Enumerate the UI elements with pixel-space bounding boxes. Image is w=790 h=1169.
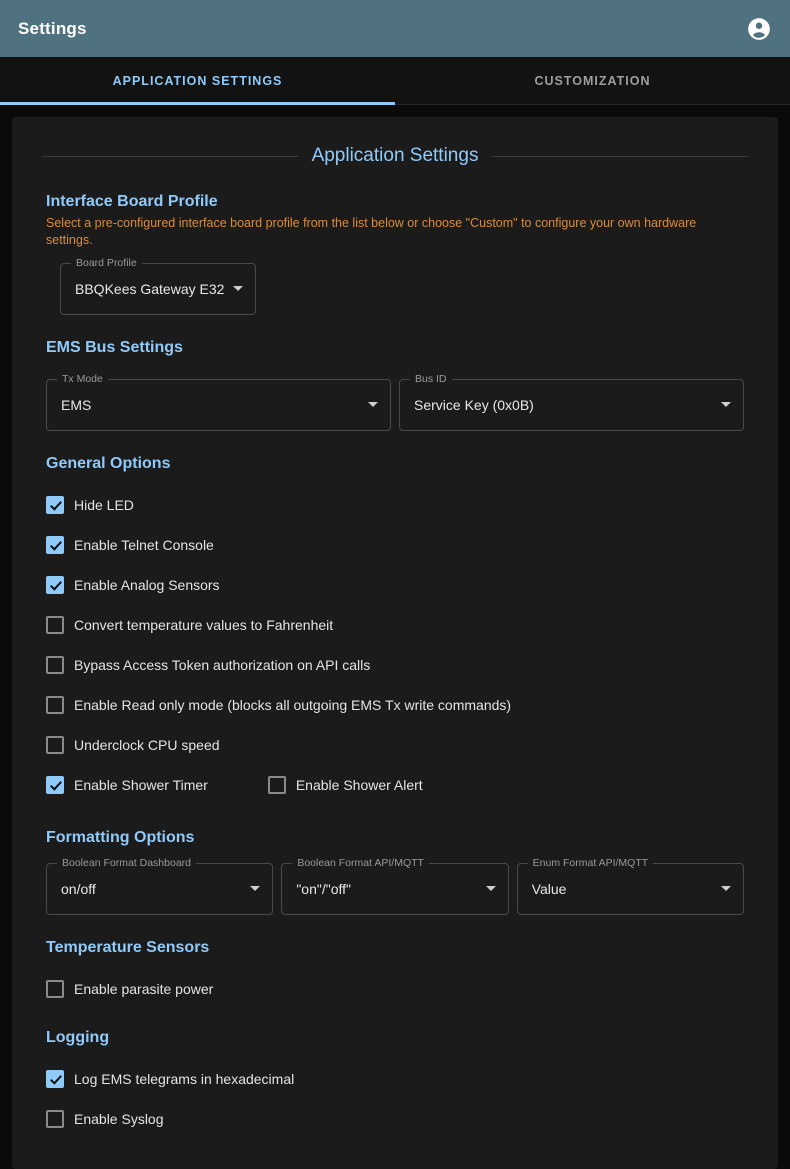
checkbox-underclock-cpu-speed-box[interactable] bbox=[46, 736, 64, 754]
bus-id-value: Service Key (0x0B) bbox=[414, 396, 534, 413]
section-general-options bbox=[30, 455, 760, 805]
section-logging bbox=[30, 1029, 760, 1139]
checkbox-enable-syslog-box[interactable] bbox=[46, 1110, 64, 1128]
checkbox-row-bypass-token[interactable] bbox=[46, 645, 744, 685]
checkbox-hide-led-box[interactable] bbox=[46, 496, 64, 514]
tab-application-settings-label: APPLICATION SETTINGS bbox=[112, 73, 283, 88]
tx-mode-select[interactable] bbox=[46, 372, 391, 431]
title-divider-left bbox=[42, 156, 298, 157]
bus-id-legend: Bus ID bbox=[410, 373, 452, 385]
checkbox-hide-led-label: Hide LED bbox=[74, 496, 134, 513]
checkbox-row-telnet-console[interactable] bbox=[46, 525, 744, 565]
chevron-down-icon bbox=[233, 286, 243, 291]
title-divider-right bbox=[492, 156, 748, 157]
section-interface-board-description: Select a pre-configured interface board profile from the list below or choose "Custom" to configure your own hardware settings. bbox=[46, 216, 697, 247]
checkbox-enable-analog-sensors-label: Enable Analog Sensors bbox=[74, 576, 220, 593]
checkbox-enable-telnet-console[interactable] bbox=[46, 536, 214, 554]
checkbox-enable-parasite-power[interactable] bbox=[46, 980, 213, 998]
checkbox-convert-fahrenheit-label: Convert temperature values to Fahrenheit bbox=[74, 616, 334, 633]
checkbox-bypass-access-token[interactable] bbox=[46, 656, 370, 674]
section-temperature-sensors bbox=[30, 939, 760, 1009]
boolean-format-dashboard-value: on/off bbox=[61, 880, 96, 897]
checkbox-underclock-cpu-speed-label: Underclock CPU speed bbox=[74, 736, 220, 753]
checkbox-enable-shower-alert-box[interactable] bbox=[268, 776, 286, 794]
app-bar bbox=[0, 0, 790, 57]
checkbox-row-read-only-mode[interactable] bbox=[46, 685, 744, 725]
checkbox-enable-parasite-power-label: Enable parasite power bbox=[74, 980, 214, 997]
settings-card bbox=[12, 117, 778, 1169]
checkbox-row-hide-led[interactable] bbox=[46, 485, 744, 525]
checkbox-enable-read-only-mode[interactable] bbox=[46, 696, 511, 714]
tab-application-settings[interactable] bbox=[0, 57, 395, 104]
checkbox-enable-analog-sensors[interactable] bbox=[46, 576, 220, 594]
chevron-down-icon bbox=[721, 402, 731, 407]
page-title: Application Settings bbox=[311, 145, 479, 166]
temperature-sensors-list bbox=[46, 969, 744, 1009]
checkbox-row-enable-syslog[interactable] bbox=[46, 1099, 744, 1139]
checkbox-enable-syslog[interactable] bbox=[46, 1110, 164, 1128]
section-logging-title: Logging bbox=[46, 1028, 110, 1046]
board-profile-select[interactable] bbox=[60, 256, 256, 315]
checkbox-enable-shower-timer-label: Enable Shower Timer bbox=[74, 776, 208, 793]
boolean-format-api-select[interactable] bbox=[281, 856, 508, 915]
checkbox-convert-fahrenheit-box[interactable] bbox=[46, 616, 64, 634]
bus-id-select[interactable] bbox=[399, 372, 744, 431]
checkbox-log-ems-telegrams-hex-box[interactable] bbox=[46, 1070, 64, 1088]
checkbox-enable-shower-timer-box[interactable] bbox=[46, 776, 64, 794]
boolean-format-dashboard-select[interactable] bbox=[46, 856, 273, 915]
account-circle-icon[interactable] bbox=[746, 16, 772, 42]
chevron-down-icon bbox=[486, 886, 496, 891]
tx-mode-value: EMS bbox=[61, 396, 92, 413]
checkbox-enable-telnet-console-label: Enable Telnet Console bbox=[74, 536, 214, 553]
checkbox-row-underclock-cpu[interactable] bbox=[46, 725, 744, 765]
checkbox-enable-read-only-mode-label: Enable Read only mode (blocks all outgoing EMS Tx write commands) bbox=[74, 696, 512, 713]
section-formatting-options bbox=[30, 829, 760, 915]
board-profile-value: BBQKees Gateway E32 bbox=[75, 280, 225, 297]
checkbox-log-ems-telegrams-hex-label: Log EMS telegrams in hexadecimal bbox=[74, 1070, 295, 1087]
checkbox-enable-read-only-mode-box[interactable] bbox=[46, 696, 64, 714]
checkbox-row-parasite-power[interactable] bbox=[46, 969, 744, 1009]
checkbox-hide-led[interactable] bbox=[46, 496, 134, 514]
checkbox-convert-fahrenheit[interactable] bbox=[46, 616, 333, 634]
enum-format-api-value: Value bbox=[531, 880, 567, 897]
checkbox-enable-analog-sensors-box[interactable] bbox=[46, 576, 64, 594]
checkbox-enable-telnet-console-box[interactable] bbox=[46, 536, 64, 554]
enum-format-api-select[interactable] bbox=[517, 856, 744, 915]
checkbox-enable-parasite-power-box[interactable] bbox=[46, 980, 64, 998]
section-interface-board-title: Interface Board Profile bbox=[46, 193, 218, 210]
checkbox-underclock-cpu-speed[interactable] bbox=[46, 736, 220, 754]
formatting-fields-row bbox=[46, 856, 744, 915]
checkbox-bypass-access-token-box[interactable] bbox=[46, 656, 64, 674]
boolean-format-api-value: "on"/"off" bbox=[296, 880, 351, 897]
general-options-list bbox=[46, 485, 744, 805]
app-title: Settings bbox=[18, 18, 87, 38]
section-temperature-sensors-title: Temperature Sensors bbox=[46, 938, 210, 956]
checkbox-row-shower bbox=[46, 765, 744, 805]
boolean-format-dashboard-legend: Boolean Format Dashboard bbox=[57, 857, 196, 869]
tab-customization[interactable] bbox=[395, 57, 790, 104]
board-profile-legend: Board Profile bbox=[71, 257, 142, 269]
ems-bus-fields-row bbox=[46, 372, 744, 431]
section-ems-bus bbox=[30, 339, 760, 431]
tx-mode-legend: Tx Mode bbox=[57, 373, 108, 385]
checkbox-log-ems-telegrams-hex[interactable] bbox=[46, 1070, 294, 1088]
checkbox-enable-shower-timer[interactable] bbox=[46, 776, 208, 794]
chevron-down-icon bbox=[368, 402, 378, 407]
section-ems-bus-title: EMS Bus Settings bbox=[46, 338, 183, 356]
section-general-options-title: General Options bbox=[46, 454, 171, 472]
checkbox-enable-syslog-label: Enable Syslog bbox=[74, 1110, 164, 1127]
chevron-down-icon bbox=[721, 886, 731, 891]
enum-format-api-legend: Enum Format API/MQTT bbox=[528, 857, 654, 869]
chevron-down-icon bbox=[250, 886, 260, 891]
section-formatting-options-title: Formatting Options bbox=[46, 828, 195, 846]
tab-customization-label: CUSTOMIZATION bbox=[534, 73, 651, 88]
page-title-row bbox=[42, 145, 748, 167]
checkbox-enable-shower-alert-label: Enable Shower Alert bbox=[295, 776, 423, 793]
checkbox-row-log-hex[interactable] bbox=[46, 1059, 744, 1099]
checkbox-row-fahrenheit[interactable] bbox=[46, 605, 744, 645]
checkbox-row-analog-sensors[interactable] bbox=[46, 565, 744, 605]
checkbox-enable-shower-alert[interactable] bbox=[268, 776, 423, 794]
checkbox-bypass-access-token-label: Bypass Access Token authorization on API calls bbox=[74, 656, 371, 673]
tab-bar bbox=[0, 57, 790, 105]
logging-list bbox=[46, 1059, 744, 1139]
board-profile-wrapper bbox=[60, 256, 256, 315]
boolean-format-api-legend: Boolean Format API/MQTT bbox=[292, 857, 429, 869]
